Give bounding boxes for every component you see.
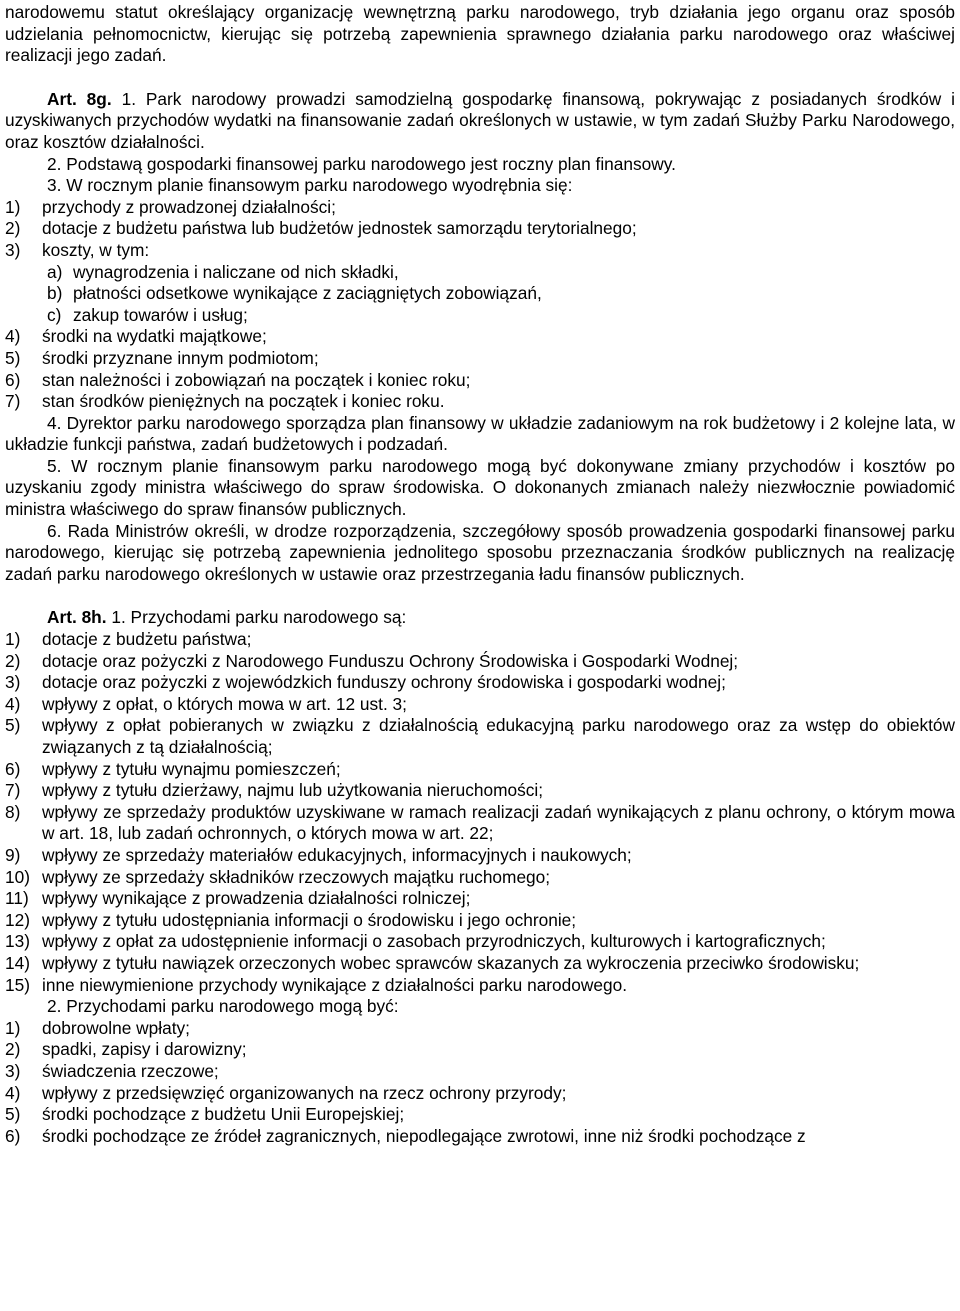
- list-item: [5, 1061, 955, 1083]
- item-number: 8): [5, 801, 21, 822]
- item-text: środki przyznane innym podmiotom;: [42, 347, 319, 368]
- list-item: [5, 391, 955, 413]
- item-text: środki pochodzące ze źródeł zagranicznych, niepodlegające zwrotowi, inne niż środki pochodzące z: [42, 1125, 806, 1146]
- art-8h-list-1: [5, 629, 955, 996]
- item-text: wpływy z przedsięwzięć organizowanych na rzecz ochrony przyrody;: [42, 1082, 567, 1103]
- list-item: [5, 975, 955, 997]
- item-letter: c): [47, 304, 62, 325]
- list-item: [5, 780, 955, 802]
- item-text: wpływy wynikające z prowadzenia działalności rolniczej;: [42, 888, 471, 909]
- list-item: [5, 888, 955, 910]
- list-item: [5, 218, 955, 240]
- sublist-item: [5, 305, 955, 327]
- item-text: wpływy z opłat za udostępnienie informacji o zasobach przyrodniczych, kulturowych i kartograficznych;: [42, 931, 826, 952]
- art-8g-paragraph-4: 4. Dyrektor parku narodowego sporządza plan finansowy w układzie zadaniowym na rok budżetowy i 2 kolejne lata, w układzie funkcji państwa, zadań budżetowych i podzadań.: [5, 412, 955, 455]
- item-number: 14): [5, 952, 30, 973]
- spacer: [5, 585, 955, 607]
- item-number: 2): [5, 650, 21, 671]
- item-number: 3): [5, 672, 21, 693]
- item-text: środki pochodzące z budżetu Unii Europejskiej;: [42, 1104, 405, 1125]
- list-item: [5, 845, 955, 867]
- item-text: przychody z prowadzonej działalności;: [42, 196, 336, 217]
- item-text: płatności odsetkowe wynikające z zaciągniętych zobowiązań,: [73, 283, 542, 304]
- list-item: [5, 1039, 955, 1061]
- list-item: [5, 197, 955, 219]
- list-item: [5, 370, 955, 392]
- item-number: 10): [5, 866, 30, 887]
- list-item: [5, 348, 955, 370]
- sublist-item: [5, 283, 955, 305]
- art-8g-list-2: [5, 326, 955, 412]
- item-text: dotacje z budżetu państwa lub budżetów jednostek samorządu terytorialnego;: [42, 218, 637, 239]
- item-text: stan należności i zobowiązań na początek i koniec roku;: [42, 369, 471, 390]
- list-item: [5, 1083, 955, 1105]
- item-number: 6): [5, 1125, 21, 1146]
- list-item: [5, 694, 955, 716]
- item-text: wpływy ze sprzedaży materiałów edukacyjnych, informacyjnych i naukowych;: [42, 844, 632, 865]
- item-number: 6): [5, 758, 21, 779]
- item-number: 12): [5, 909, 30, 930]
- list-item: [5, 651, 955, 673]
- item-letter: b): [47, 283, 63, 304]
- list-item: [5, 1018, 955, 1040]
- art-8h-heading: Art. 8h.: [47, 607, 107, 628]
- list-item: [5, 1104, 955, 1126]
- item-text: spadki, zapisy i darowizny;: [42, 1039, 247, 1060]
- item-number: 1): [5, 629, 21, 650]
- list-item: [5, 910, 955, 932]
- spacer: [5, 67, 955, 89]
- art-8g-paragraph-3: 3. W rocznym planie finansowym parku narodowego wyodrębnia się:: [47, 175, 573, 196]
- item-text: zakup towarów i usług;: [73, 304, 248, 325]
- art-8g-paragraph-5: 5. W rocznym planie finansowym parku narodowego mogą być dokonywane zmiany przychodów i kosztów po uzyskaniu zgody ministra właściwego do spraw środowiska. O dokonanych zmianach należy niezwłocznie powiadomić ministra właściwego do spraw finansów publicznych.: [5, 455, 955, 520]
- item-number: 7): [5, 780, 21, 801]
- item-text: dotacje oraz pożyczki z wojewódzkich funduszy ochrony środowiska i gospodarki wodnej;: [42, 672, 726, 693]
- list-item: [5, 867, 955, 889]
- list-item: [5, 759, 955, 781]
- item-number: 5): [5, 715, 21, 736]
- item-number: 1): [5, 1017, 21, 1038]
- art-8h-ust-1-text: 1. Przychodami parku narodowego są:: [111, 607, 407, 628]
- art-8g-sublist: [5, 262, 955, 327]
- item-number: 13): [5, 931, 30, 952]
- item-letter: a): [47, 261, 63, 282]
- item-text: koszty, w tym:: [42, 239, 150, 260]
- art-8g-ust-1-text: 1. Park narodowy prowadzi samodzielną gospodarkę finansową, pokrywając z posiadanych środków i uzyskiwanych przychodów wydatki na finansowanie zadań określonych w ustawie, w tym zadań Służby Parku Narodowego, oraz kosztów działalności.: [5, 88, 955, 152]
- item-number: 15): [5, 974, 30, 995]
- item-text: wpływy ze sprzedaży składników rzeczowych majątku ruchomego;: [42, 866, 551, 887]
- art-8g-list-1: [5, 197, 955, 262]
- item-text: dotacje z budżetu państwa;: [42, 629, 252, 650]
- item-number: 4): [5, 693, 21, 714]
- list-item: [5, 802, 955, 845]
- item-number: 11): [5, 888, 29, 909]
- item-text: wpływy z tytułu dzierżawy, najmu lub użytkowania nieruchomości;: [42, 780, 544, 801]
- item-number: 6): [5, 369, 21, 390]
- item-number: 5): [5, 347, 21, 368]
- item-text: wpływy z opłat pobieranych w związku z działalnością edukacyjną parku narodowego oraz za wstęp do obiektów związanych z tą działalnością;: [42, 715, 955, 757]
- list-item: [5, 1126, 955, 1148]
- item-number: 7): [5, 391, 21, 412]
- list-item: [5, 672, 955, 694]
- item-text: wpływy ze sprzedaży produktów uzyskiwane w ramach realizacji zadań wynikających z planu ochrony, o którym mowa w art. 18, lub zadań ochronnych, o których mowa w art. 22;: [42, 801, 955, 844]
- item-number: 2): [5, 218, 21, 239]
- item-number: 4): [5, 326, 21, 347]
- item-number: 2): [5, 1039, 21, 1060]
- item-number: 1): [5, 196, 21, 217]
- item-number: 5): [5, 1104, 21, 1125]
- item-text: wynagrodzenia i naliczane od nich składki,: [73, 261, 399, 282]
- art-8h-paragraph-2: 2. Przychodami parku narodowego mogą być:: [47, 996, 399, 1017]
- item-text: środki na wydatki majątkowe;: [42, 326, 267, 347]
- list-item: [5, 931, 955, 953]
- art-8g-paragraph-6: 6. Rada Ministrów określi, w drodze rozporządzenia, szczegółowy sposób prowadzenia gospodarki finansowej parku narodowego, kierując się potrzebą zapewnienia jednolitego sposobu przeznaczania środków publicznych na realizację zadań parku narodowego określonych w ustawie oraz przestrzegania ładu finansów publicznych.: [5, 520, 955, 584]
- item-text: dotacje oraz pożyczki z Narodowego Funduszu Ochrony Środowiska i Gospodarki Wodnej;: [42, 650, 739, 671]
- art-8g-paragraph-2: 2. Podstawą gospodarki finansowej parku narodowego jest roczny plan finansowy.: [47, 153, 676, 174]
- item-text: świadczenia rzeczowe;: [42, 1060, 219, 1081]
- art-8h-paragraph-1: [5, 607, 955, 629]
- item-text: wpływy z tytułu wynajmu pomieszczeń;: [42, 758, 341, 779]
- list-item: [5, 953, 955, 975]
- item-text: dobrowolne wpłaty;: [42, 1017, 190, 1038]
- art-8h-list-2: [5, 1018, 955, 1148]
- intro-paragraph: narodowemu statut określający organizację wewnętrzną parku narodowego, tryb działania jego organu oraz sposób udzielania pełnomocnictw, kierując się potrzebą zapewnienia sprawnego działania parku narodowego oraz właściwej realizacji jego zadań.: [5, 2, 955, 66]
- art-8g-heading: Art. 8g.: [47, 88, 112, 109]
- item-text: wpływy z tytułu nawiązek orzeczonych wobec sprawców skazanych za wykroczenia przeciwko środowisku;: [42, 952, 860, 973]
- list-item: [5, 326, 955, 348]
- list-item: [5, 629, 955, 651]
- item-number: 3): [5, 239, 21, 260]
- list-item: [5, 715, 955, 758]
- art-8g-paragraph-1: [5, 89, 955, 154]
- sublist-item: [5, 262, 955, 284]
- list-item: [5, 240, 955, 262]
- item-text: wpływy z opłat, o których mowa w art. 12 ust. 3;: [42, 693, 407, 714]
- item-text: stan środków pieniężnych na początek i koniec roku.: [42, 391, 445, 412]
- item-number: 3): [5, 1060, 21, 1081]
- item-text: inne niewymienione przychody wynikające z działalności parku narodowego.: [42, 974, 628, 995]
- item-number: 4): [5, 1082, 21, 1103]
- item-number: 9): [5, 844, 21, 865]
- item-text: wpływy z tytułu udostępniania informacji o środowisku i jego ochronie;: [42, 909, 577, 930]
